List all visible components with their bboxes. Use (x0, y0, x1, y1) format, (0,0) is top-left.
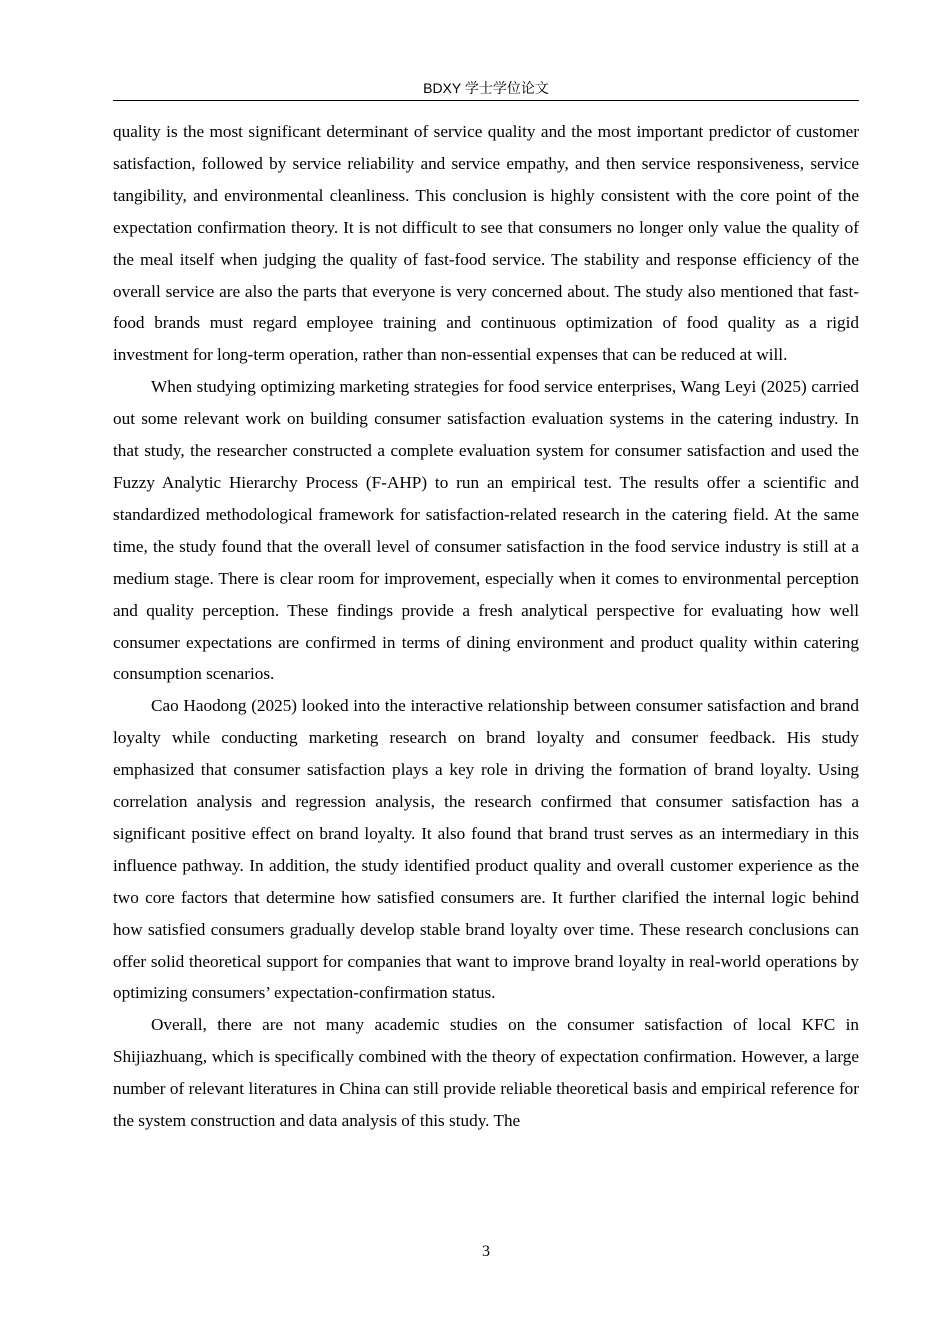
body-paragraph-3: Cao Haodong (2025) looked into the interactive relationship between consumer satisfaction and brand loyalty while conducting marketing research on brand loyalty and consumer feedback. His study emphasized that consumer satisfaction plays a key role in driving the formation of brand loyalty. Using correlation analysis and regression analysis, the research confirmed that consumer satisfaction has a significant positive effect on brand loyalty. It also found that brand trust serves as an intermediary in this influence pathway. In addition, the study identified product quality and overall customer experience as the two core factors that determine how satisfied consumers are. It further clarified the internal logic behind how satisfied consumers gradually develop stable brand loyalty over time. These research conclusions can offer solid theoretical support for companies that want to improve brand loyalty in real-world operations by optimizing consumers’ expectation-confirmation status. (113, 696, 859, 1003)
body-paragraph-1: quality is the most significant determinant of service quality and the most important predictor of customer satisfaction, followed by service reliability and service empathy, and then service responsiveness, service tangibility, and environmental cleanliness. This conclusion is highly consistent with the core point of the expectation confirmation theory. It is not difficult to see that consumers no longer only value the quality of the meal itself when judging the quality of fast-food service. The stability and response efficiency of the overall service are also the parts that everyone is very concerned about. The study also mentioned that fast-food brands must regard employee training and continuous optimization of food quality as a rigid investment for long-term operation, rather than non-essential expenses that can be reduced at will. (113, 122, 859, 365)
body-paragraph-4: Overall, there are not many academic studies on the consumer satisfaction of local KFC in Shijiazhuang, which is specifically combined with the theory of expectation confirmation. However, a large number of relevant literatures in China can still provide reliable theoretical basis and empirical reference for the system construction and data analysis of this study. The (113, 1015, 859, 1131)
body-paragraph-2: When studying optimizing marketing strategies for food service enterprises, Wang Leyi (2025) carried out some relevant work on building consumer satisfaction evaluation systems in the catering industry. In that study, the researcher constructed a complete evaluation system for consumer satisfaction and used the Fuzzy Analytic Hierarchy Process (F-AHP) to run an empirical test. The results offer a scientific and standardized methodological framework for satisfaction-related research in the catering field. At the same time, the study found that the overall level of consumer satisfaction in the food service industry is still at a medium stage. There is clear room for improvement, especially when it comes to environmental perception and quality perception. These findings provide a fresh analytical perspective for evaluating how well consumer expectations are confirmed in terms of dining environment and product quality within catering consumption scenarios. (113, 377, 859, 684)
header-divider (113, 100, 859, 101)
document-body (113, 116, 859, 1137)
page-header-title: BDXY 学士学位论文 (423, 80, 549, 96)
page-number: 3 (482, 1243, 490, 1260)
